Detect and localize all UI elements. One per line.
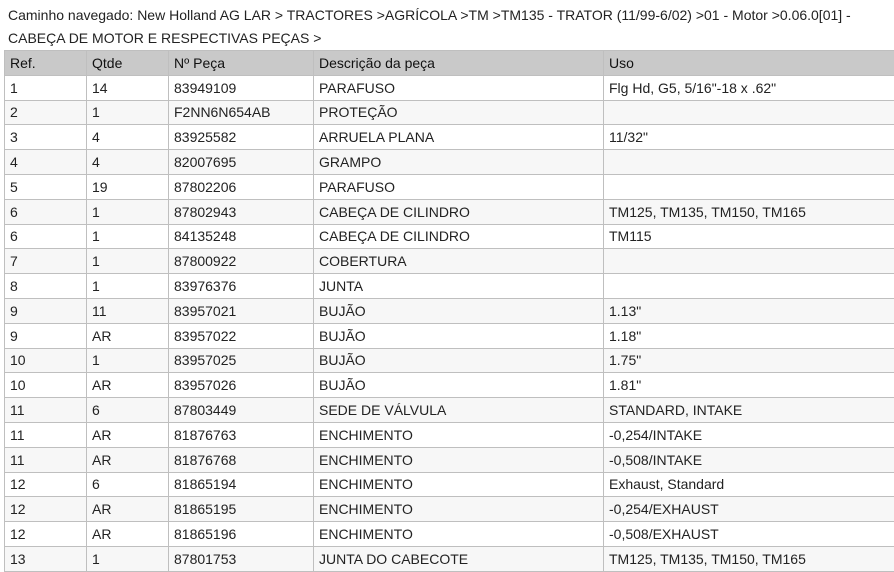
header-description: Descrição da peça [314,51,604,76]
cell-part-number: 83976376 [169,274,314,299]
table-row [5,398,894,423]
table-row [5,150,894,175]
cell-qtde: 1 [87,100,169,125]
cell-uso [604,249,894,274]
header-ref: Ref. [5,51,87,76]
cell-qtde: 1 [87,348,169,373]
cell-uso: TM125, TM135, TM150, TM165 [604,199,894,224]
cell-part-number: 87802206 [169,174,314,199]
cell-part-number: 81865194 [169,472,314,497]
cell-uso: -0,508/EXHAUST [604,522,894,547]
cell-part-number: 87803449 [169,398,314,423]
cell-description: BUJÃO [314,323,604,348]
cell-qtde: AR [87,522,169,547]
cell-part-number: 87801753 [169,546,314,571]
cell-description: BUJÃO [314,348,604,373]
cell-uso: 1.75" [604,348,894,373]
table-header-row [5,51,894,76]
table-row [5,447,894,472]
cell-description: COBERTURA [314,249,604,274]
cell-qtde: 4 [87,150,169,175]
cell-part-number: 81876768 [169,447,314,472]
cell-part-number: 83949109 [169,75,314,100]
cell-qtde: 14 [87,75,169,100]
cell-uso: STANDARD, INTAKE [604,398,894,423]
cell-ref: 11 [5,398,87,423]
cell-description: CABEÇA DE CILINDRO [314,199,604,224]
cell-ref: 9 [5,298,87,323]
cell-qtde: 19 [87,174,169,199]
cell-part-number: 82007695 [169,150,314,175]
cell-ref: 9 [5,323,87,348]
table-row [5,298,894,323]
cell-ref: 10 [5,373,87,398]
cell-ref: 12 [5,522,87,547]
cell-ref: 3 [5,125,87,150]
cell-part-number: F2NN6N654AB [169,100,314,125]
cell-description: ENCHIMENTO [314,497,604,522]
cell-ref: 10 [5,348,87,373]
cell-uso: 1.13" [604,298,894,323]
cell-uso [604,174,894,199]
cell-uso [604,100,894,125]
cell-uso: TM125, TM135, TM150, TM165 [604,546,894,571]
cell-part-number: 83957026 [169,373,314,398]
cell-uso: 1.18" [604,323,894,348]
cell-part-number: 84135248 [169,224,314,249]
cell-qtde: 4 [87,125,169,150]
cell-description: ENCHIMENTO [314,472,604,497]
cell-description: JUNTA [314,274,604,299]
cell-qtde: AR [87,497,169,522]
table-row [5,472,894,497]
breadcrumb: Caminho navegado: New Holland AG LAR > TRACTORES >AGRÍCOLA >TM >TM135 - TRATOR (11/99-6/02) >01 - Motor >0.06.0[01] - CABEÇA DE MOTOR E RESPECTIVAS PEÇAS > [8,4,888,50]
cell-part-number: 81876763 [169,422,314,447]
table-row [5,348,894,373]
cell-description: ARRUELA PLANA [314,125,604,150]
cell-uso [604,150,894,175]
cell-ref: 7 [5,249,87,274]
cell-uso [604,274,894,299]
cell-ref: 1 [5,75,87,100]
cell-part-number: 81865195 [169,497,314,522]
cell-ref: 2 [5,100,87,125]
cell-part-number: 83957025 [169,348,314,373]
cell-uso: -0,508/INTAKE [604,447,894,472]
cell-uso: -0,254/EXHAUST [604,497,894,522]
cell-qtde: AR [87,422,169,447]
table-row [5,274,894,299]
table-row [5,522,894,547]
cell-qtde: 1 [87,199,169,224]
cell-uso: 1.81" [604,373,894,398]
cell-uso: 11/32" [604,125,894,150]
table-row [5,373,894,398]
cell-description: PARAFUSO [314,174,604,199]
table-row [5,249,894,274]
cell-ref: 13 [5,546,87,571]
cell-description: BUJÃO [314,373,604,398]
cell-part-number: 83957021 [169,298,314,323]
cell-ref: 6 [5,224,87,249]
table-row [5,125,894,150]
cell-uso: -0,254/INTAKE [604,422,894,447]
cell-part-number: 87802943 [169,199,314,224]
table-row [5,422,894,447]
cell-description: SEDE DE VÁLVULA [314,398,604,423]
table-row [5,224,894,249]
cell-qtde: AR [87,447,169,472]
cell-description: ENCHIMENTO [314,422,604,447]
cell-qtde: 1 [87,224,169,249]
cell-ref: 5 [5,174,87,199]
cell-description: GRAMPO [314,150,604,175]
header-qtde: Qtde [87,51,169,76]
cell-part-number: 87800922 [169,249,314,274]
cell-description: PARAFUSO [314,75,604,100]
cell-ref: 11 [5,422,87,447]
cell-part-number: 83925582 [169,125,314,150]
cell-description: BUJÃO [314,298,604,323]
cell-ref: 6 [5,199,87,224]
header-uso: Uso [604,51,894,76]
parts-table [4,50,894,572]
cell-ref: 12 [5,497,87,522]
cell-qtde: 6 [87,398,169,423]
table-row [5,199,894,224]
table-row [5,546,894,571]
cell-qtde: AR [87,323,169,348]
cell-ref: 11 [5,447,87,472]
table-row [5,100,894,125]
table-row [5,75,894,100]
table-body [5,75,894,571]
cell-uso: TM115 [604,224,894,249]
cell-qtde: 11 [87,298,169,323]
cell-ref: 8 [5,274,87,299]
cell-description: ENCHIMENTO [314,522,604,547]
cell-qtde: 1 [87,249,169,274]
header-part-number: Nº Peça [169,51,314,76]
cell-uso: Flg Hd, G5, 5/16"-18 x .62" [604,75,894,100]
cell-description: ENCHIMENTO [314,447,604,472]
cell-description: JUNTA DO CABECOTE [314,546,604,571]
cell-description: PROTEÇÃO [314,100,604,125]
cell-qtde: 6 [87,472,169,497]
cell-description: CABEÇA DE CILINDRO [314,224,604,249]
cell-ref: 12 [5,472,87,497]
cell-qtde: 1 [87,274,169,299]
table-row [5,323,894,348]
cell-part-number: 81865196 [169,522,314,547]
cell-qtde: 1 [87,546,169,571]
table-row [5,497,894,522]
cell-qtde: AR [87,373,169,398]
cell-ref: 4 [5,150,87,175]
cell-part-number: 83957022 [169,323,314,348]
table-row [5,174,894,199]
cell-uso: Exhaust, Standard [604,472,894,497]
